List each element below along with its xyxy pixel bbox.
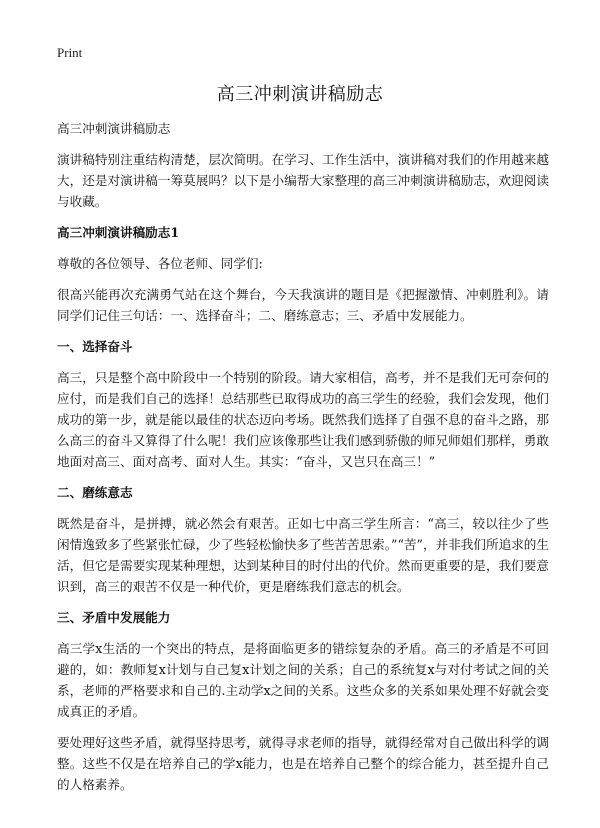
part1-paragraph: 高三，只是整个高中阶段中一个特别的阶段。请大家相信，高考，并不是我们无可奈何的应付，而是我们自己的选择！总结那些已取得成功的高三学生的经验，我们会发现，他们成功的第一步，就是能以最佳的状态迈向考场。既然我们选择了自强不息的奋斗之路，那么高三的奋斗又算得了什么呢！我们应该像那些让我们感到骄傲的师兄师姐们那样，勇敢地面对高三、面对高考、面对人生。其实：“奋斗，又岂只在高三！” [57, 370, 549, 469]
part3-paragraph: 高三学x生活的一个突出的特点，是将面临更多的错综复杂的矛盾。高三的矛盾是不可回避的，如：教师复x计划与自己复x计划之间的关系；自己的系统复x与对付考试之间的关系，老师的严格要求和自己的.主动学x之间的关系。这些众多的关系如果处理不好就会变成真正的矛盾。 [57, 641, 549, 719]
part2-paragraph: 既然是奋斗，是拼搏，就必然会有艰苦。正如七中高三学生所言：“高三，较以往少了些闲情逸致多了些紧张忙碌，少了些轻松愉快多了些苦苦思索。”“苦”，并非我们所追求的生活，但它是需要实现某种理想，达到某种目的时付出的代价。然而更重要的是，我们要意识到，高三的艰苦不仅是一种代价，更是磨练我们意志的机会。 [57, 516, 549, 594]
article-body [57, 118, 549, 805]
part1-heading: 一、选择奋斗 [57, 339, 133, 354]
part3-paragraph-2: 要处理好这些矛盾，就得坚持思考，就得寻求老师的指导，就得经常对自己做出科学的调整。这些不仅是在培养自己的学x能力，也是在培养自己整个的综合能力，甚至提升自己的人格素养。 [57, 735, 549, 792]
print-link[interactable]: Print [57, 45, 83, 60]
greeting-paragraph: 尊敬的各位领导、各位老师、同学们: [57, 256, 263, 271]
article-subtitle: 高三冲刺演讲稿励志 [57, 121, 171, 136]
page-title: 高三冲刺演讲稿励志 [216, 84, 384, 105]
opening-paragraph: 很高兴能再次充满勇气站在这个舞台，今天我演讲的题目是《把握激情、冲刺胜利》。请同学们记住三句话：一、选择奋斗；二、磨练意志；三、矛盾中发展能力。 [57, 287, 549, 323]
section-heading: 高三冲刺演讲稿励志1 [57, 225, 180, 240]
part2-heading: 二、磨练意志 [57, 485, 133, 500]
part3-heading: 三、矛盾中发展能力 [57, 610, 171, 625]
intro-paragraph: 演讲稿特别注重结构清楚，层次简明。在学习、工作生活中，演讲稿对我们的作用越来越大，还是对演讲稿一筹莫展吗？以下是小编帮大家整理的高三冲刺演讲稿励志，欢迎阅读与收藏。 [57, 152, 549, 209]
